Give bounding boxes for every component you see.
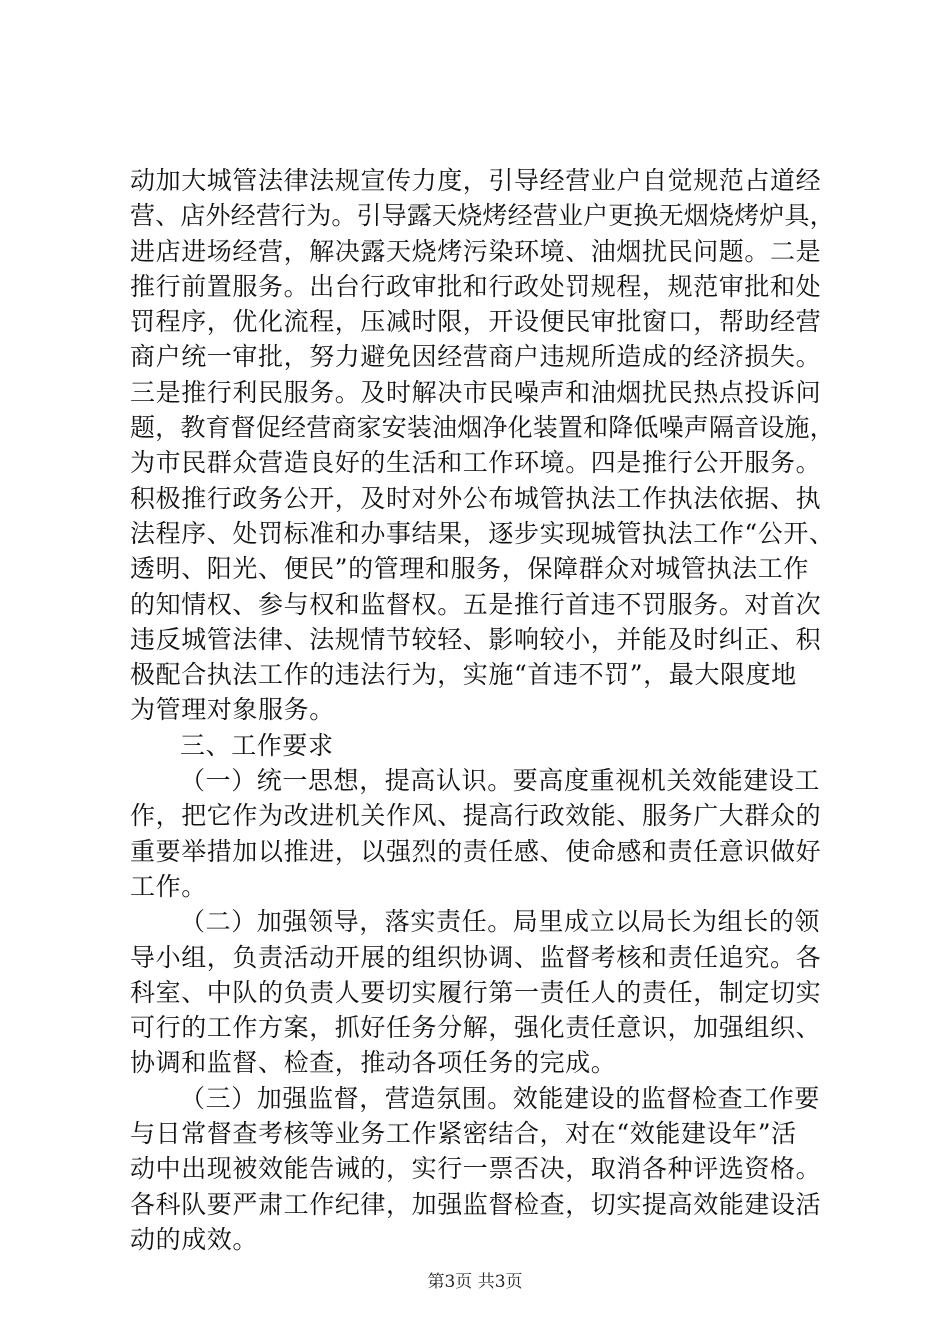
text-line: 营、店外经营行为。引导露天烧烤经营业户更换无烟烧烤炉具，: [130, 201, 835, 231]
text-line: 题，教育督促经营商家安装油烟净化装置和降低噪声隔音设施，: [130, 413, 835, 443]
text-line: 极配合执法工作的违法行为，实施“首违不罚”，最大限度地: [130, 660, 797, 690]
text-line: 的知情权、参与权和监督权。五是推行首违不罚服务。对首次: [130, 589, 822, 619]
text-line: 透明、阳光、便民”的管理和服务，保障群众对城管执法工作: [130, 554, 809, 584]
document-body: [130, 163, 835, 1257]
text-line: 导小组，负责活动开展的组织协调、监督考核和责任追究。各: [130, 942, 822, 972]
text-line: 商户统一审批，努力避免因经营商户违规所造成的经济损失。: [130, 342, 822, 372]
text-line: 推行前置服务。出台行政审批和行政处罚规程，规范审批和处: [130, 271, 822, 301]
text-line: 为市民群众营造良好的生活和工作环境。四是推行公开服务。: [130, 448, 822, 478]
text-line: 三、工作要求: [180, 730, 334, 760]
text-line: 为管理对象服务。: [130, 695, 335, 725]
text-line: 三是推行利民服务。及时解决市民噪声和油烟扰民热点投诉问: [130, 377, 822, 407]
text-line: 与日常督查考核等业务工作紧密结合，对在“效能建设年”活: [130, 1119, 797, 1149]
text-line: 科室、中队的负责人要切实履行第一责任人的责任，制定切实: [130, 977, 822, 1007]
text-line: 动加大城管法律法规宣传力度，引导经营业户自觉规范占道经: [130, 166, 822, 195]
text-line: 各科队要严肃工作纪律，加强监督检查，切实提高效能建设活: [130, 1189, 822, 1219]
text-line: 可行的工作方案，抓好任务分解，强化责任意识，加强组织、: [130, 1013, 822, 1043]
text-line: 重要举措加以推进，以强烈的责任感、使命感和责任意识做好: [130, 836, 822, 866]
text-line: 法程序、处罚标准和办事结果，逐步实现城管执法工作“公开、: [130, 518, 835, 548]
text-line: 进店进场经营，解决露天烧烤污染环境、油烟扰民问题。二是: [130, 236, 822, 266]
page-footer: 第3页 共3页: [427, 1272, 523, 1292]
text-line: （二）加强领导，落实责任。局里成立以局长为组长的领: [180, 907, 821, 937]
text-line: 积极推行政务公开，及时对外公布城管执法工作执法依据、执: [130, 483, 822, 513]
text-line: 作，把它作为改进机关作风、提高行政效能、服务广大群众的: [130, 801, 822, 831]
text-line: （一）统一思想，提高认识。要高度重视机关效能建设工: [180, 766, 821, 796]
text-line: 罚程序，优化流程，压减时限，开设便民审批窗口，帮助经营: [130, 307, 822, 337]
text-line: 动的成效。: [130, 1224, 259, 1254]
text-line: 工作。: [130, 871, 207, 901]
text-line: 协调和监督、检查，推动各项任务的完成。: [130, 1048, 617, 1078]
text-line: 动中出现被效能告诫的，实行一票否决，取消各种评选资格。: [130, 1154, 822, 1184]
text-line: 违反城管法律、法规情节较轻、影响较小，并能及时纠正、积: [130, 624, 822, 654]
text-line: （三）加强监督，营造氛围。效能建设的监督检查工作要: [180, 1083, 821, 1113]
